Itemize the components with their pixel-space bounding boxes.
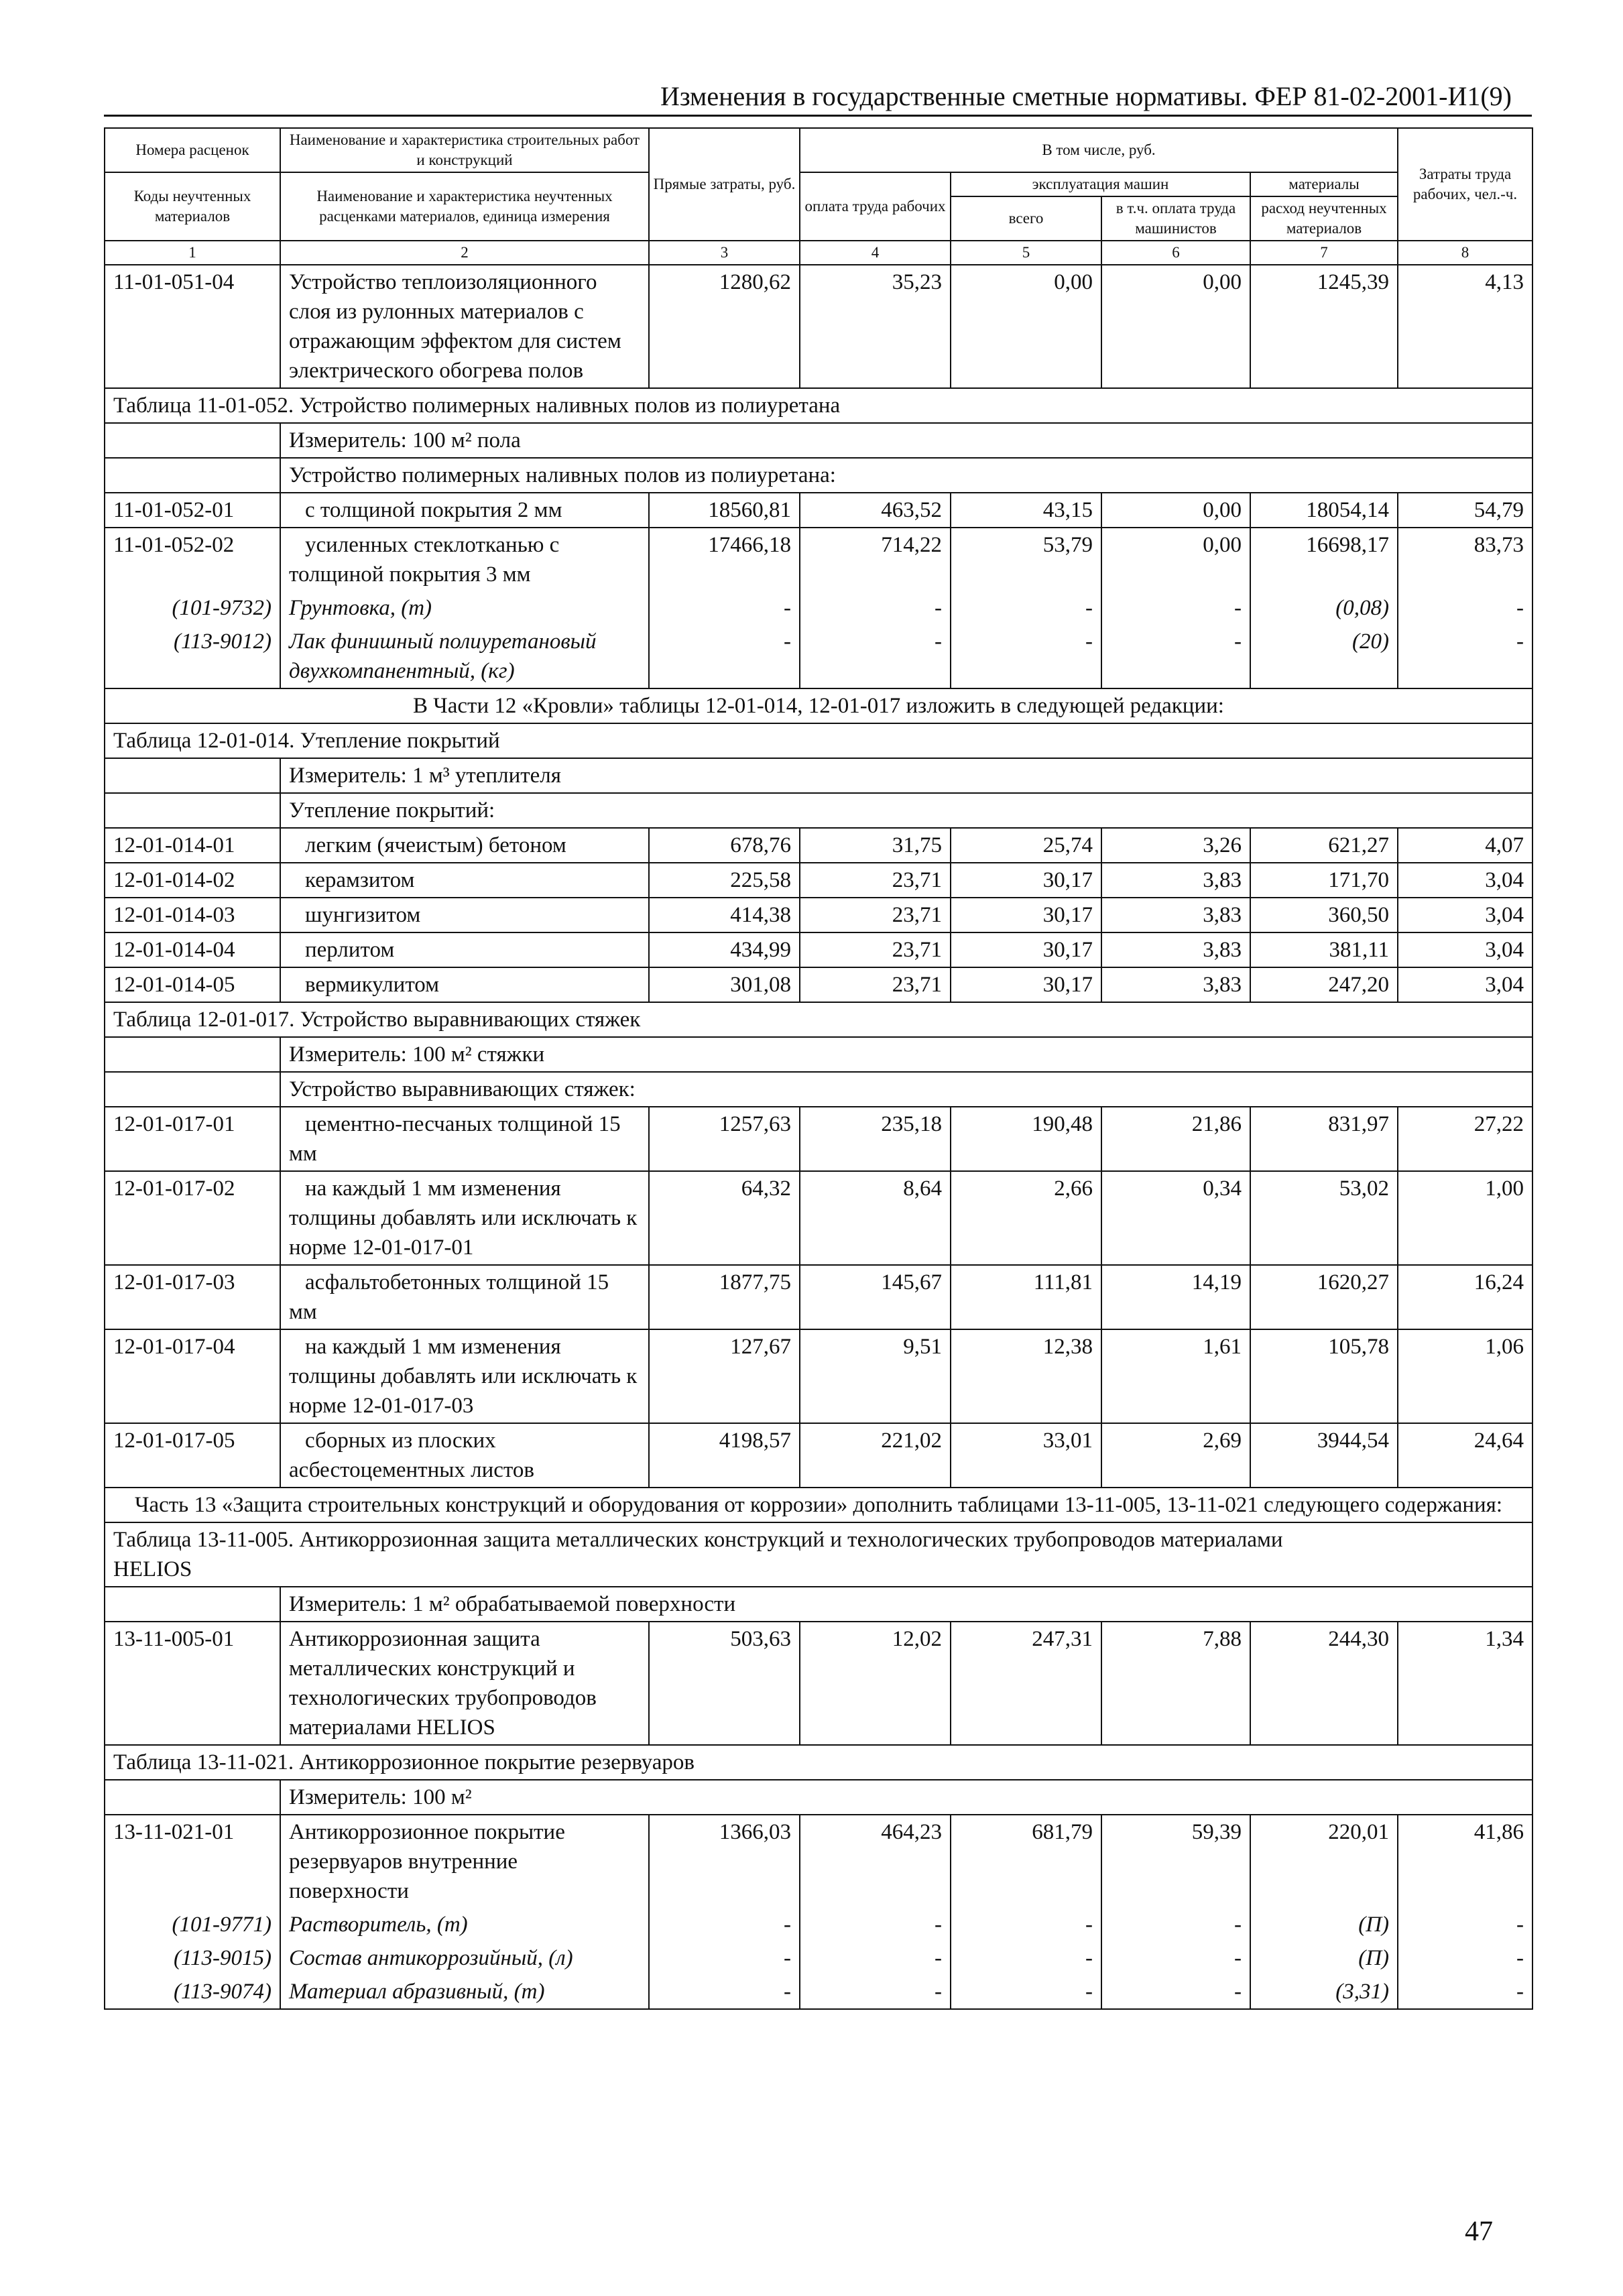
table-row: [105, 265, 1532, 388]
cell: 1245,39: [1250, 265, 1398, 388]
cell: 414,38: [649, 898, 800, 932]
material-name: Материал абразивный, (т): [280, 1975, 649, 2009]
rate-code: 11-01-052-01: [105, 493, 280, 528]
cell: 24,64: [1398, 1423, 1532, 1488]
rate-code: 12-01-017-05: [105, 1423, 280, 1488]
cell: -: [1101, 1941, 1250, 1975]
cell: 3,04: [1398, 932, 1532, 967]
cell: 30,17: [951, 932, 1101, 967]
rate-name: Антикоррозионная защита металлических конструкций и технологических трубопроводов материалами HELIOS: [280, 1622, 649, 1745]
cell: 30,17: [951, 967, 1101, 1002]
cell: 681,79: [951, 1815, 1101, 1908]
table-title: Таблица 11-01-052. Устройство полимерных наливных полов из полиуретана: [105, 388, 1532, 423]
cell: 301,08: [649, 967, 800, 1002]
document-page: [104, 80, 1532, 2010]
colnum: 2: [280, 241, 649, 265]
rate-name: Антикоррозионное покрытие резервуаров внутренние поверхности: [280, 1815, 649, 1908]
material-code: (101-9771): [105, 1908, 280, 1941]
cell: 3,04: [1398, 898, 1532, 932]
cell: 3,26: [1101, 828, 1250, 863]
header-including: В том числе, руб.: [800, 128, 1398, 172]
cell: 3,04: [1398, 863, 1532, 898]
cell: 434,99: [649, 932, 800, 967]
cell: 23,71: [800, 967, 951, 1002]
column-numbers-row: [105, 241, 1532, 265]
material-name: Состав антикоррозийный, (л): [280, 1941, 649, 1975]
cell: 41,86: [1398, 1815, 1532, 1908]
material-row: [105, 1908, 1532, 1941]
material-name: Растворитель, (т): [280, 1908, 649, 1941]
cell: 714,22: [800, 528, 951, 591]
cell: 43,15: [951, 493, 1101, 528]
unit-label: Измеритель: 100 м²: [280, 1780, 1532, 1815]
cell: 221,02: [800, 1423, 951, 1488]
cell: 244,30: [1250, 1622, 1398, 1745]
table-row: [105, 898, 1532, 932]
cell: 8,64: [800, 1171, 951, 1265]
cell: 23,71: [800, 863, 951, 898]
header-machines: эксплуатация машин: [951, 172, 1250, 196]
cell: -: [951, 591, 1101, 625]
unit-label: Измеритель: 1 м³ утеплителя: [280, 758, 1532, 793]
cell: 83,73: [1398, 528, 1532, 591]
cell: -: [1101, 625, 1250, 688]
rate-name: [280, 493, 649, 528]
cell: -: [649, 1975, 800, 2009]
rate-code: 12-01-017-03: [105, 1265, 280, 1329]
cell: (0,08): [1250, 591, 1398, 625]
cell: 1366,03: [649, 1815, 800, 1908]
material-name: Лак финишный полиуретановый двухкомпанентный, (кг): [280, 625, 649, 688]
cell: 3,83: [1101, 967, 1250, 1002]
rate-code: 12-01-014-04: [105, 932, 280, 967]
cell: -: [951, 1941, 1101, 1975]
cell: 30,17: [951, 863, 1101, 898]
header-row-1: [105, 128, 1532, 172]
rate-code: 13-11-005-01: [105, 1622, 280, 1745]
cell: 247,20: [1250, 967, 1398, 1002]
cell: 12,02: [800, 1622, 951, 1745]
cell: -: [1398, 1908, 1532, 1941]
rate-code: 12-01-014-03: [105, 898, 280, 932]
rate-name: [280, 863, 649, 898]
cell: 30,17: [951, 898, 1101, 932]
table-row: [105, 1107, 1532, 1171]
material-name: Грунтовка, (т): [280, 591, 649, 625]
header-material-names: Наименование и характеристика неучтенных расценками материалов, единица измерения: [280, 172, 649, 241]
cell: 2,69: [1101, 1423, 1250, 1488]
cell: -: [800, 1941, 951, 1975]
header-name: Наименование и характеристика строительных работ и конструкций: [280, 128, 649, 172]
unit-spacer: [105, 1587, 280, 1622]
cell: -: [1398, 625, 1532, 688]
cell: -: [1101, 591, 1250, 625]
header-direct-costs: Прямые затраты, руб.: [649, 128, 800, 241]
cell: 25,74: [951, 828, 1101, 863]
table-title-row: [105, 1002, 1532, 1037]
cell: 23,71: [800, 932, 951, 967]
group-spacer: [105, 793, 280, 828]
rate-code: 12-01-014-01: [105, 828, 280, 863]
cell: 18560,81: [649, 493, 800, 528]
rate-code: 11-01-052-02: [105, 528, 280, 591]
group-label: Устройство полимерных наливных полов из полиуретана:: [280, 458, 1532, 493]
table-row: [105, 863, 1532, 898]
cell: 3,83: [1101, 932, 1250, 967]
cell: -: [800, 1975, 951, 2009]
cell: -: [951, 625, 1101, 688]
header-codes: Номера расценок: [105, 128, 280, 172]
group-row: [105, 458, 1532, 493]
cell: -: [649, 1941, 800, 1975]
cell: 53,02: [1250, 1171, 1398, 1265]
group-row: [105, 1072, 1532, 1107]
table-row: [105, 1622, 1532, 1745]
colnum: 8: [1398, 241, 1532, 265]
cell: (3,31): [1250, 1975, 1398, 2009]
unit-row: [105, 758, 1532, 793]
cell: 171,70: [1250, 863, 1398, 898]
colnum: 5: [951, 241, 1101, 265]
material-code: (113-9074): [105, 1975, 280, 2009]
cell: 1,00: [1398, 1171, 1532, 1265]
cell: -: [1101, 1975, 1250, 2009]
cell: 59,39: [1101, 1815, 1250, 1908]
cell: 1620,27: [1250, 1265, 1398, 1329]
header-labor: Затраты труда рабочих, чел.-ч.: [1398, 128, 1532, 241]
cell: 27,22: [1398, 1107, 1532, 1171]
table-title: Таблица 12-01-014. Утепление покрытий: [105, 723, 1532, 758]
rate-name: [280, 898, 649, 932]
rate-name-text: цементно-песчаных толщиной 15 мм: [289, 1112, 621, 1166]
group-spacer: [105, 1072, 280, 1107]
cell: 18054,14: [1250, 493, 1398, 528]
cell: 831,97: [1250, 1107, 1398, 1171]
unit-label: Измеритель: 100 м² пола: [280, 423, 1532, 458]
cell: 105,78: [1250, 1329, 1398, 1423]
rate-name: [280, 828, 649, 863]
cell: 4,13: [1398, 265, 1532, 388]
table-row: [105, 493, 1532, 528]
rate-name-text: шунгизитом: [305, 903, 421, 927]
cell: 64,32: [649, 1171, 800, 1265]
cell: 12,38: [951, 1329, 1101, 1423]
cell: -: [649, 591, 800, 625]
cell: (20): [1250, 625, 1398, 688]
cell: 247,31: [951, 1622, 1101, 1745]
cell: -: [649, 625, 800, 688]
material-row: [105, 591, 1532, 625]
rates-table: [104, 127, 1533, 2010]
unit-spacer: [105, 1780, 280, 1815]
rate-name-text: керамзитом: [305, 868, 415, 892]
table-title-row: [105, 723, 1532, 758]
cell: 145,67: [800, 1265, 951, 1329]
cell: -: [800, 1908, 951, 1941]
cell: 16698,17: [1250, 528, 1398, 591]
rate-name: [280, 1329, 649, 1423]
cell: 220,01: [1250, 1815, 1398, 1908]
unit-spacer: [105, 758, 280, 793]
rate-name-text: вермикулитом: [305, 973, 440, 997]
cell: 0,00: [1101, 528, 1250, 591]
rate-name: [280, 1171, 649, 1265]
header-materials: материалы: [1250, 172, 1398, 196]
cell: 464,23: [800, 1815, 951, 1908]
cell: 35,23: [800, 265, 951, 388]
material-code: (101-9732): [105, 591, 280, 625]
cell: -: [800, 625, 951, 688]
rate-name-text: на каждый 1 мм изменения толщины добавлять или исключать к норме 12-01-017-01: [289, 1176, 638, 1260]
section-heading: В Части 12 «Кровли» таблицы 12-01-014, 12-01-017 изложить в следующей редакции:: [105, 688, 1532, 723]
cell: 23,71: [800, 898, 951, 932]
cell: -: [1398, 1941, 1532, 1975]
table-row: [105, 1329, 1532, 1423]
rate-name: [280, 528, 649, 591]
cell: 7,88: [1101, 1622, 1250, 1745]
rate-code: 12-01-014-02: [105, 863, 280, 898]
rate-code: 11-01-051-04: [105, 265, 280, 388]
section-heading-row: [105, 1488, 1532, 1522]
material-row: [105, 1941, 1532, 1975]
cell: 2,66: [951, 1171, 1101, 1265]
table-row: [105, 528, 1532, 591]
cell: 0,00: [1101, 493, 1250, 528]
table-row: [105, 967, 1532, 1002]
group-row: [105, 793, 1532, 828]
cell: 463,52: [800, 493, 951, 528]
unit-row: [105, 1587, 1532, 1622]
group-label: Утепление покрытий:: [280, 793, 1532, 828]
cell: 14,19: [1101, 1265, 1250, 1329]
cell: 1,34: [1398, 1622, 1532, 1745]
cell: -: [800, 591, 951, 625]
material-code: (113-9012): [105, 625, 280, 688]
cell: 53,79: [951, 528, 1101, 591]
page-number: 47: [1465, 2216, 1493, 2247]
rate-code: 12-01-014-05: [105, 967, 280, 1002]
rate-name-text: легким (ячеистым) бетоном: [305, 833, 566, 857]
rate-code: 12-01-017-02: [105, 1171, 280, 1265]
cell: -: [1398, 1975, 1532, 2009]
table-row: [105, 1815, 1532, 1908]
cell: 3,04: [1398, 967, 1532, 1002]
table-title-row: [105, 388, 1532, 423]
cell: 31,75: [800, 828, 951, 863]
cell: 360,50: [1250, 898, 1398, 932]
cell: -: [951, 1908, 1101, 1941]
rate-name: Устройство теплоизоляционного слоя из рулонных материалов с отражающим эффектом для систем электрического обогрева полов: [280, 265, 649, 388]
unit-label: Измеритель: 100 м² стяжки: [280, 1037, 1532, 1072]
cell: 190,48: [951, 1107, 1101, 1171]
header-rule: [104, 115, 1532, 117]
cell: 0,00: [1101, 265, 1250, 388]
cell: (П): [1250, 1908, 1398, 1941]
unit-row: [105, 1780, 1532, 1815]
header-wages: оплата труда рабочих: [800, 172, 951, 241]
cell: -: [649, 1908, 800, 1941]
rate-name: [280, 932, 649, 967]
group-label: Устройство выравнивающих стяжек:: [280, 1072, 1532, 1107]
rate-name-text: усиленных стеклотканью с толщиной покрытия 3 мм: [289, 533, 560, 587]
cell: -: [1101, 1908, 1250, 1941]
colnum: 4: [800, 241, 951, 265]
section-heading-row: [105, 688, 1532, 723]
rate-name: [280, 967, 649, 1002]
table-row: [105, 1423, 1532, 1488]
cell: 503,63: [649, 1622, 800, 1745]
unit-row: [105, 1037, 1532, 1072]
colnum: 6: [1101, 241, 1250, 265]
cell: 4198,57: [649, 1423, 800, 1488]
colnum: 3: [649, 241, 800, 265]
cell: 235,18: [800, 1107, 951, 1171]
cell: 54,79: [1398, 493, 1532, 528]
cell: 21,86: [1101, 1107, 1250, 1171]
rate-code: 13-11-021-01: [105, 1815, 280, 1908]
header-machinist-wages: в т.ч. оплата труда машинистов: [1101, 196, 1250, 241]
unit-spacer: [105, 1037, 280, 1072]
material-row: [105, 1975, 1532, 2009]
table-title: Таблица 13-11-021. Антикоррозионное покрытие резервуаров: [105, 1745, 1532, 1780]
group-spacer: [105, 458, 280, 493]
cell: 111,81: [951, 1265, 1101, 1329]
header-material-codes: Коды неучтенных материалов: [105, 172, 280, 241]
table-title-row: [105, 1522, 1532, 1587]
cell: 16,24: [1398, 1265, 1532, 1329]
rate-name-text: сборных из плоских асбестоцементных листов: [289, 1429, 534, 1482]
cell: 0,34: [1101, 1171, 1250, 1265]
rate-code: 12-01-017-01: [105, 1107, 280, 1171]
header-unaccounted-materials: расход неучтенных материалов: [1250, 196, 1398, 241]
section-heading: Часть 13 «Защита строительных конструкций и оборудования от коррозии» дополнить таблицами 13-11-005, 13-11-021 следующего содержания:: [105, 1488, 1532, 1522]
cell: 1257,63: [649, 1107, 800, 1171]
cell: 4,07: [1398, 828, 1532, 863]
header-row-2: [105, 172, 1532, 196]
cell: 1877,75: [649, 1265, 800, 1329]
cell: 17466,18: [649, 528, 800, 591]
rate-name-text: асфальтобетонных толщиной 15 мм: [289, 1270, 609, 1324]
cell: 0,00: [951, 265, 1101, 388]
rate-code: 12-01-017-04: [105, 1329, 280, 1423]
material-row: [105, 625, 1532, 688]
colnum: 7: [1250, 241, 1398, 265]
cell: 621,27: [1250, 828, 1398, 863]
cell: -: [1398, 591, 1532, 625]
table-row: [105, 1265, 1532, 1329]
colnum: 1: [105, 241, 280, 265]
cell: 225,58: [649, 863, 800, 898]
cell: 33,01: [951, 1423, 1101, 1488]
rate-name-text: с толщиной покрытия 2 мм: [305, 498, 562, 522]
cell: 381,11: [1250, 932, 1398, 967]
rate-name: [280, 1265, 649, 1329]
cell: 678,76: [649, 828, 800, 863]
table-title-row: [105, 1745, 1532, 1780]
running-header: Изменения в государственные сметные нормативы. ФЕР 81-02-2001-И1(9): [660, 81, 1512, 111]
cell: 3,83: [1101, 863, 1250, 898]
cell: 1,61: [1101, 1329, 1250, 1423]
rate-name-text: на каждый 1 мм изменения толщины добавлять или исключать к норме 12-01-017-03: [289, 1335, 638, 1418]
cell: 127,67: [649, 1329, 800, 1423]
rate-name: [280, 1107, 649, 1171]
table-row: [105, 828, 1532, 863]
cell: 1280,62: [649, 265, 800, 388]
table-title: Таблица 12-01-017. Устройство выравнивающих стяжек: [105, 1002, 1532, 1037]
material-code: (113-9015): [105, 1941, 280, 1975]
cell: -: [951, 1975, 1101, 2009]
unit-row: [105, 423, 1532, 458]
table-row: [105, 932, 1532, 967]
rate-name: [280, 1423, 649, 1488]
cell: 3944,54: [1250, 1423, 1398, 1488]
cell: 9,51: [800, 1329, 951, 1423]
cell: 1,06: [1398, 1329, 1532, 1423]
cell: 3,83: [1101, 898, 1250, 932]
table-row: [105, 1171, 1532, 1265]
unit-spacer: [105, 423, 280, 458]
unit-label: Измеритель: 1 м² обрабатываемой поверхности: [280, 1587, 1532, 1622]
table-title: Таблица 13-11-005. Антикоррозионная защита металлических конструкций и технологических трубопроводов материалами HELIOS: [105, 1522, 1532, 1587]
header-machines-total: всего: [951, 196, 1101, 241]
rate-name-text: перлитом: [305, 938, 395, 962]
cell: (П): [1250, 1941, 1398, 1975]
